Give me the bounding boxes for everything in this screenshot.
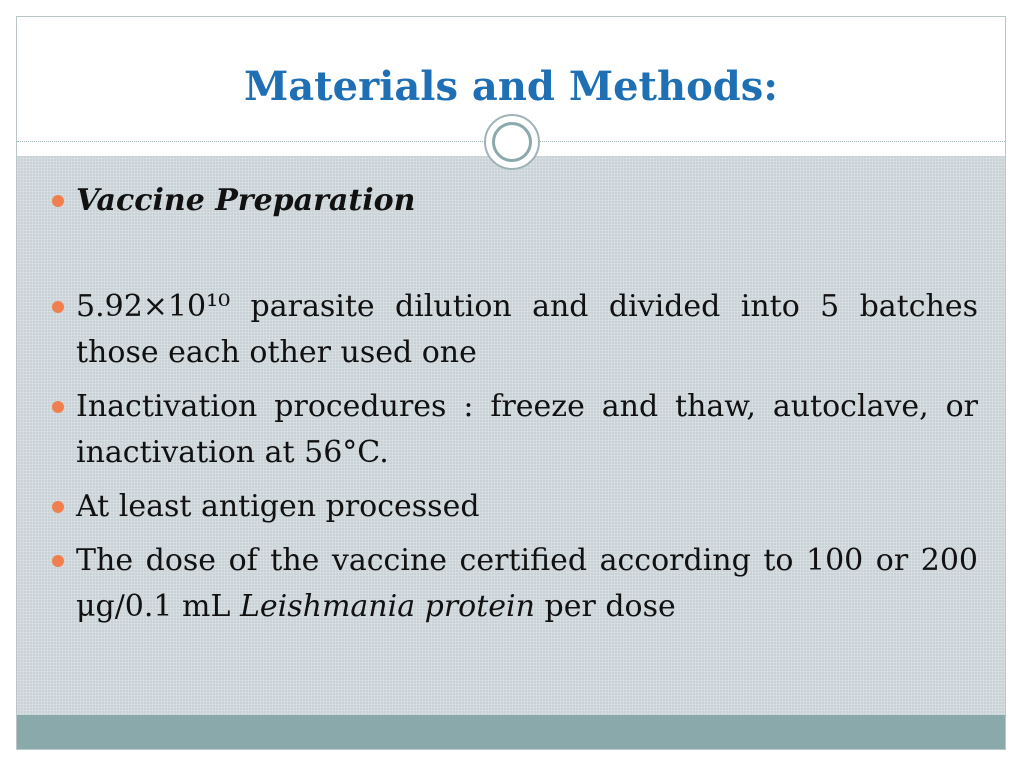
bullet-list — [52, 178, 978, 630]
bullet-item — [52, 384, 978, 476]
bullet-text: 5.92×10¹⁰ parasite dilution and divided into 5 batches those each other used one — [76, 289, 978, 370]
bullet-text: At least antigen processed — [76, 489, 480, 524]
bullet-dot-icon — [52, 555, 64, 567]
bullet-heading: Vaccine Preparation — [76, 183, 416, 218]
bullet-text-italic: Leishmania protein — [239, 589, 535, 624]
bullet-text: Inactivation procedures : freeze and thaw, autoclave, or inactivation at 56°C. — [76, 389, 978, 470]
circle-ornament-inner — [492, 122, 532, 162]
bullet-dot-icon — [52, 401, 64, 413]
bullet-item — [52, 538, 978, 630]
bullet-text: per dose — [534, 589, 676, 624]
bullet-item — [52, 484, 978, 530]
bullet-text: The dose of the vaccine certified according to 100 or 200 μg/0.1 mL — [76, 543, 978, 624]
footer-bar — [17, 715, 1005, 749]
circle-ornament-icon — [484, 114, 540, 170]
bullet-item — [52, 178, 978, 224]
bullet-dot-icon — [52, 301, 64, 313]
bullet-dot-icon — [52, 501, 64, 513]
bullet-item — [52, 284, 978, 376]
slide-title: Materials and Methods: — [243, 63, 779, 110]
bullet-dot-icon — [52, 195, 64, 207]
